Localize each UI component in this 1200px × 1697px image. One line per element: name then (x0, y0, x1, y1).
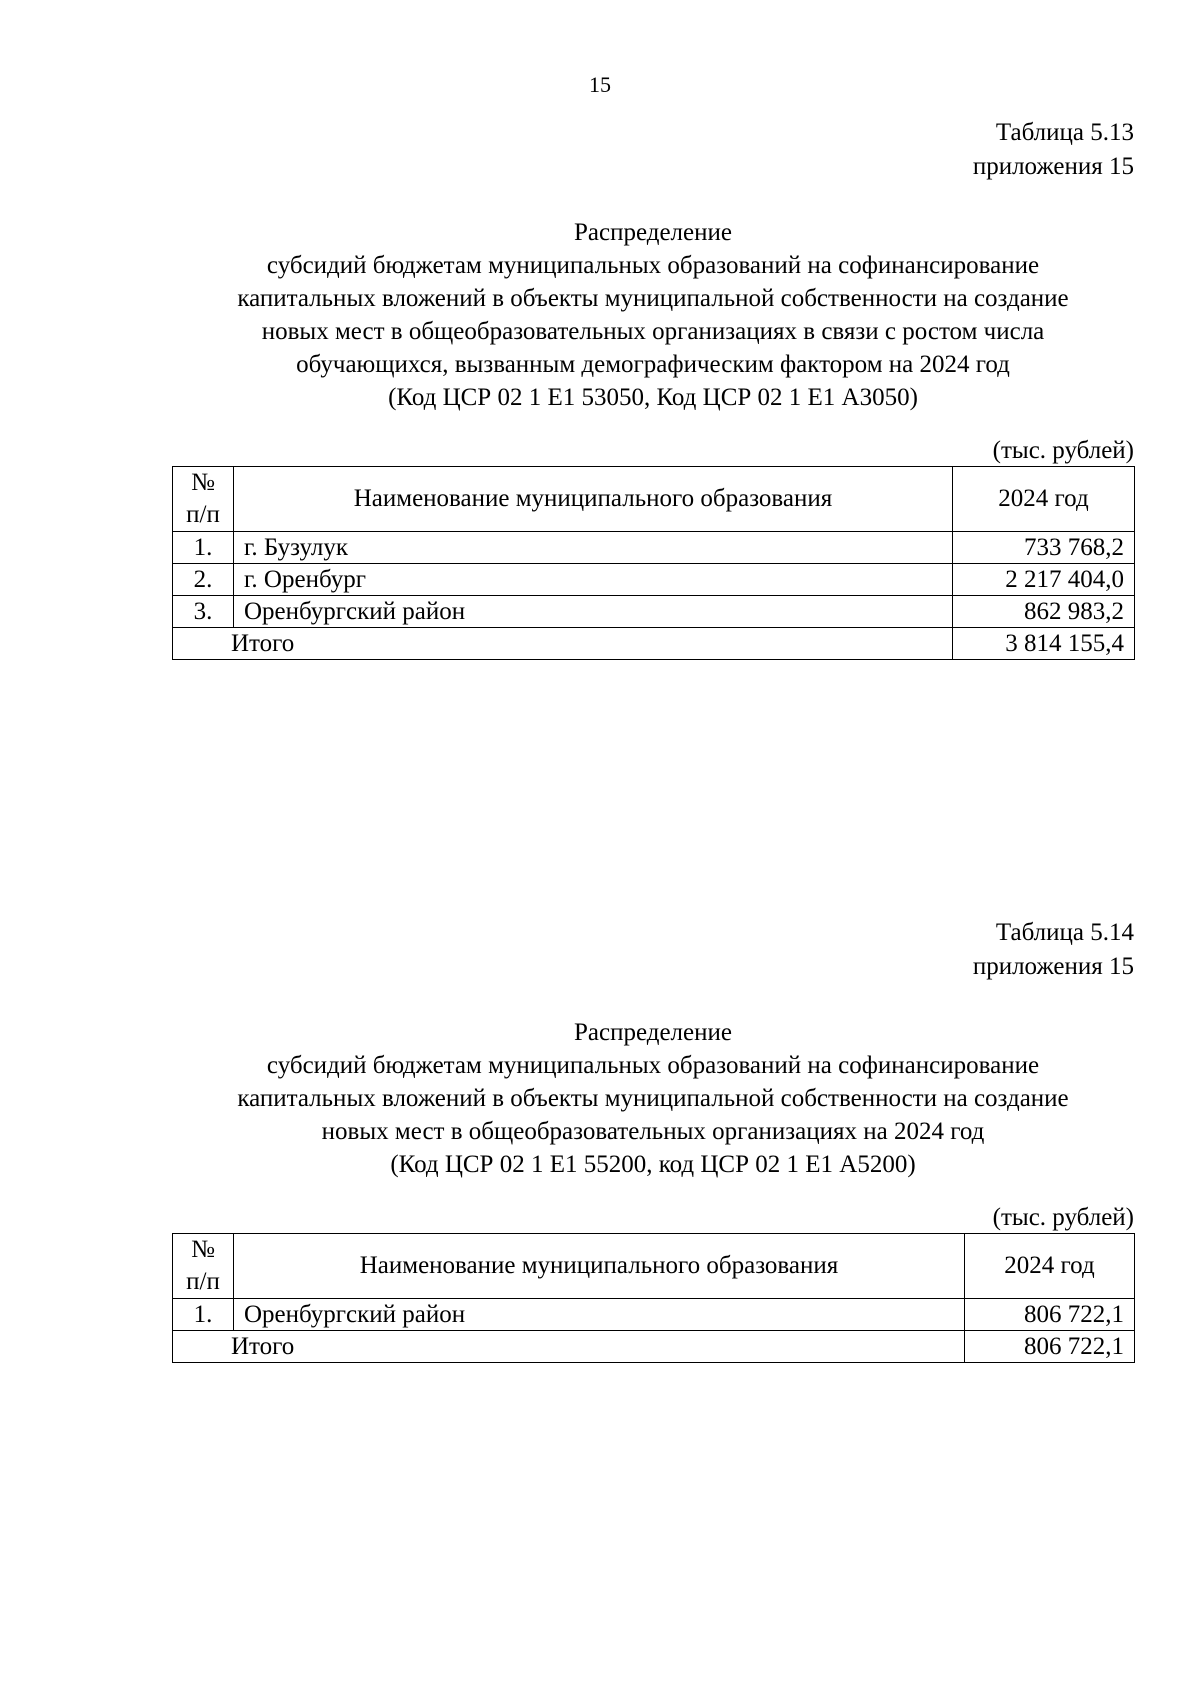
heading-line: капитальных вложений в объекты муниципальной собственности на создание (237, 1085, 1069, 1112)
table-row (173, 1299, 1135, 1331)
total-value: 806 722,1 (965, 1331, 1135, 1363)
row-name: г. Бузулук (234, 532, 953, 564)
heading-line: Распределение (574, 1019, 732, 1046)
header-year: 2024 год (953, 467, 1135, 532)
row-num: 2. (173, 564, 234, 596)
appendix-ref: приложения 15 (972, 953, 1134, 980)
header-name: Наименование муниципального образования (234, 1234, 965, 1299)
table-header-row (173, 1234, 1135, 1299)
row-value: 862 983,2 (953, 596, 1135, 628)
distribution-table (172, 466, 1135, 660)
table-header-row (173, 467, 1135, 532)
row-num: 3. (173, 596, 234, 628)
row-name: г. Оренбург (234, 564, 953, 596)
header-num: № п/п (173, 467, 234, 532)
heading-line: (Код ЦСР 02 1 Е1 55200, код ЦСР 02 1 Е1 А5200) (390, 1151, 916, 1178)
heading-line: субсидий бюджетам муниципальных образований на софинансирование (266, 1052, 1040, 1079)
table-ref: Таблица 5.13 (995, 119, 1134, 146)
heading-line: новых мест в общеобразовательных организациях в связи с ростом числа (261, 318, 1045, 345)
heading-line: (Код ЦСР 02 1 Е1 53050, Код ЦСР 02 1 Е1 А3050) (388, 384, 918, 411)
table-section-5-14 (172, 916, 1134, 1363)
row-value: 733 768,2 (953, 532, 1135, 564)
heading-line: новых мест в общеобразовательных организациях на 2024 год (321, 1118, 985, 1145)
heading-line: субсидий бюджетам муниципальных образований на софинансирование (266, 252, 1040, 279)
total-row (173, 628, 1135, 660)
table-heading (172, 216, 1134, 414)
table-heading (172, 1016, 1134, 1181)
table-row (173, 532, 1135, 564)
row-value: 2 217 404,0 (953, 564, 1135, 596)
table-row (173, 564, 1135, 596)
heading-line: Распределение (574, 219, 732, 246)
row-value: 806 722,1 (965, 1299, 1135, 1331)
units-label: (тыс. рублей) (992, 437, 1134, 464)
row-num: 1. (173, 1299, 234, 1331)
distribution-table (172, 1233, 1135, 1363)
total-label: Итого (173, 1331, 965, 1363)
total-label: Итого (173, 628, 953, 660)
total-value: 3 814 155,4 (953, 628, 1135, 660)
heading-line: капитальных вложений в объекты муниципальной собственности на создание (237, 285, 1069, 312)
total-row (173, 1331, 1135, 1363)
table-ref: Таблица 5.14 (995, 919, 1134, 946)
header-num: № п/п (173, 1234, 234, 1299)
header-year: 2024 год (965, 1234, 1135, 1299)
page-number: 15 (589, 72, 611, 97)
header-name: Наименование муниципального образования (234, 467, 953, 532)
heading-line: обучающихся, вызванным демографическим фактором на 2024 год (296, 351, 1010, 378)
table-row (173, 596, 1135, 628)
row-num: 1. (173, 532, 234, 564)
appendix-ref: приложения 15 (972, 153, 1134, 180)
row-name: Оренбургский район (234, 1299, 965, 1331)
row-name: Оренбургский район (234, 596, 953, 628)
units-label: (тыс. рублей) (992, 1204, 1134, 1231)
table-section-5-13 (172, 116, 1134, 660)
